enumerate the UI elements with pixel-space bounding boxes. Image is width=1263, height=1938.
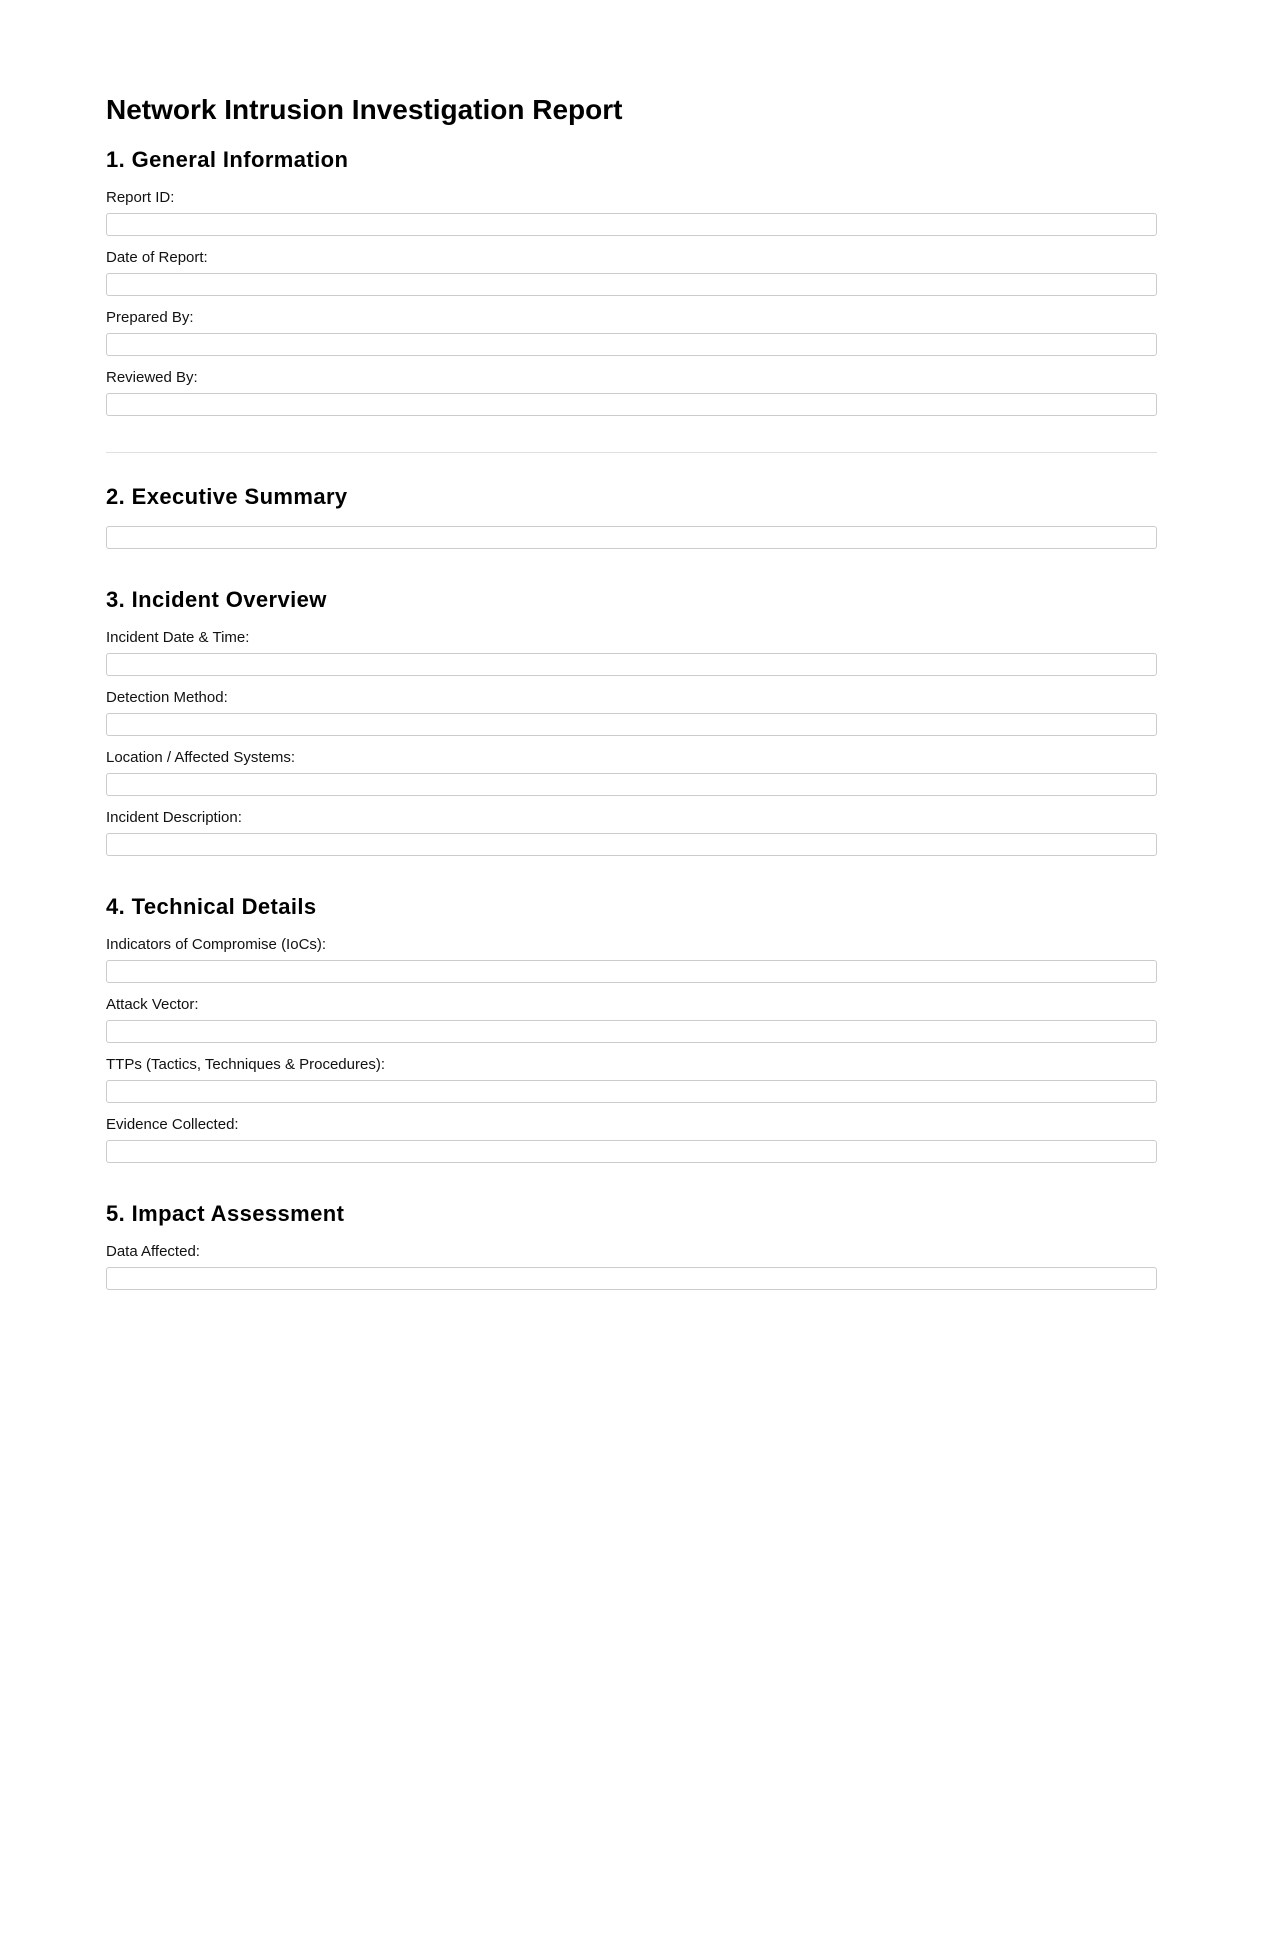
field-detection-method bbox=[106, 689, 1157, 736]
section-heading: 4. Technical Details bbox=[106, 894, 317, 919]
field-executive-summary bbox=[106, 526, 1157, 549]
ttps-input[interactable] bbox=[106, 1080, 1157, 1103]
section-impact-assessment bbox=[106, 1201, 1157, 1290]
field-label: Incident Date & Time: bbox=[106, 629, 250, 646]
field-evidence-collected bbox=[106, 1116, 1157, 1163]
field-label: Attack Vector: bbox=[106, 996, 199, 1013]
incident-date-time-input[interactable] bbox=[106, 653, 1157, 676]
location-affected-systems-input[interactable] bbox=[106, 773, 1157, 796]
date-of-report-input[interactable] bbox=[106, 273, 1157, 296]
field-label: Data Affected: bbox=[106, 1243, 200, 1260]
section-heading: 1. General Information bbox=[106, 147, 349, 172]
page-title: Network Intrusion Investigation Report bbox=[106, 94, 623, 125]
field-ttps bbox=[106, 1056, 1157, 1103]
field-location-affected-systems bbox=[106, 749, 1157, 796]
evidence-collected-input[interactable] bbox=[106, 1140, 1157, 1163]
section-heading: 2. Executive Summary bbox=[106, 484, 348, 509]
field-label: Date of Report: bbox=[106, 249, 208, 266]
field-label: TTPs (Tactics, Techniques & Procedures): bbox=[106, 1056, 385, 1073]
field-label: Location / Affected Systems: bbox=[106, 749, 295, 766]
field-report-id bbox=[106, 189, 1157, 236]
field-data-affected bbox=[106, 1243, 1157, 1290]
field-incident-date-time bbox=[106, 629, 1157, 676]
field-label: Indicators of Compromise (IoCs): bbox=[106, 936, 327, 953]
data-affected-input[interactable] bbox=[106, 1267, 1157, 1290]
reviewed-by-input[interactable] bbox=[106, 393, 1157, 416]
field-label: Evidence Collected: bbox=[106, 1116, 239, 1133]
section-divider bbox=[106, 452, 1157, 453]
field-label: Report ID: bbox=[106, 189, 175, 206]
section-executive-summary bbox=[106, 484, 1157, 549]
report-form bbox=[106, 147, 1157, 1290]
field-label: Reviewed By: bbox=[106, 369, 198, 386]
attack-vector-input[interactable] bbox=[106, 1020, 1157, 1043]
field-label: Detection Method: bbox=[106, 689, 228, 706]
section-heading: 5. Impact Assessment bbox=[106, 1201, 345, 1226]
executive-summary-input[interactable] bbox=[106, 526, 1157, 549]
field-prepared-by bbox=[106, 309, 1157, 356]
report-id-input[interactable] bbox=[106, 213, 1157, 236]
incident-description-input[interactable] bbox=[106, 833, 1157, 856]
iocs-input[interactable] bbox=[106, 960, 1157, 983]
field-iocs bbox=[106, 936, 1157, 983]
field-incident-description bbox=[106, 809, 1157, 856]
field-date-of-report bbox=[106, 249, 1157, 296]
field-label: Prepared By: bbox=[106, 309, 194, 326]
field-attack-vector bbox=[106, 996, 1157, 1043]
section-technical-details bbox=[106, 894, 1157, 1163]
prepared-by-input[interactable] bbox=[106, 333, 1157, 356]
section-general-information bbox=[106, 147, 1157, 453]
field-reviewed-by bbox=[106, 369, 1157, 416]
field-label: Incident Description: bbox=[106, 809, 242, 826]
section-heading: 3. Incident Overview bbox=[106, 587, 327, 612]
detection-method-input[interactable] bbox=[106, 713, 1157, 736]
section-incident-overview bbox=[106, 587, 1157, 856]
